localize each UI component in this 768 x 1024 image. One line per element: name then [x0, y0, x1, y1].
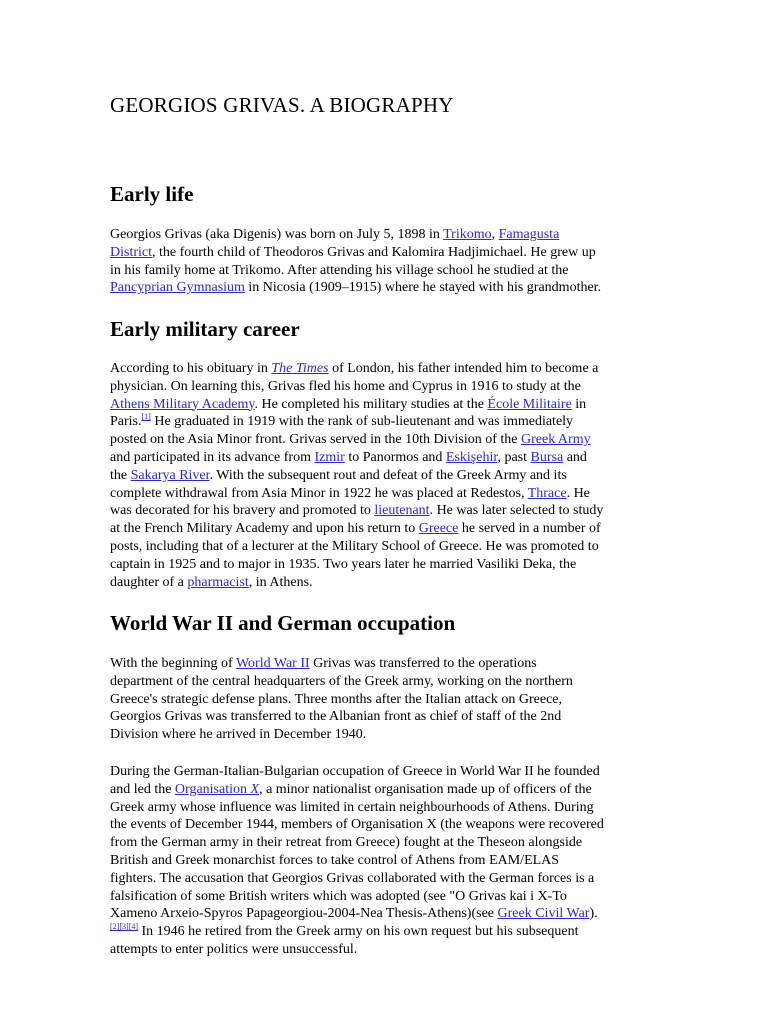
paragraph-ww2-1: With the beginning of World War II Grivas was transferred to the operations department of the central headquarters of the Greek army, working on the northern Greece's strategic defense plans. Three months after the Italian attack on Greece, Georgios Grivas was transferred to the Albanian front as chief of staff of the 2nd Division where he arrived in December 1940. [110, 656, 573, 743]
link-sakarya-river[interactable]: Sakarya River [130, 467, 210, 483]
link-eskisehir[interactable]: Eskişehir [445, 449, 498, 465]
link-athens-military-academy[interactable]: Athens Military Academy [110, 396, 255, 412]
paragraph-military-career: According to his obituary in The Times of London, his father intended him to become a physician. On learning this, Grivas fled his home and Cyprus in 1916 to study at the Athens Military Academy. He completed his military studies at the École Militaire in Paris.[1] He graduated in 1919 with the rank of sub-lieutenant and was immediately posted on the Asia Minor front. Grivas served in the 10th Division of the Greek Army and participated in its advance from Izmir to Panormos and Eskişehir, past Bursa and the Sakarya River. With the subsequent rout and defeat of the Greek Army and its complete withdrawal from Asia Minor in 1922 he was placed at Redestos, Thrace. He was decorated for his bravery and promoted to lieutenant. He was later selected to study at the French Military Academy and upon his return to Greece he served in a number of posts, including that of a lecturer at the Military School of Greece. He was promoted to captain in 1925 and to major in 1935. Two years later he married Vasiliki Deka, the daughter of a pharmacist, in Athens. [110, 361, 604, 590]
heading-early-life: Early life [110, 182, 194, 206]
link-pharmacist[interactable]: pharmacist [187, 574, 249, 590]
link-izmir[interactable]: Izmir [314, 449, 345, 465]
link-bursa[interactable]: Bursa [530, 449, 564, 465]
link-thrace[interactable]: Thrace [527, 485, 567, 501]
reference-1[interactable]: [1] [141, 412, 151, 422]
link-greek-army[interactable]: Greek Army [521, 432, 591, 448]
paragraph-ww2-2: During the German-Italian-Bulgarian occupation of Greece in World War II he founded and led the Organisation X, a minor nationalist organisation made up of officers of the Greek army whose influence was limited in certain neighbourhoods of Athens. During the events of December 1944, members of Organisation X (the weapons were recovered from the German army in their retreat from Greece) fought at the Theseon alongside British and Greek monarchist forces to take control of Athens from EAM/ELAS fighters. The accusation that Georgios Grivas collaborated with the German forces is a falsification of some British writers which was adopted (see "O Grivas kai i X-To Xameno Arxeio-Spyros Papageorgiou-2004-Nea Thesis-Athens)(see Greek Civil War). [2][3][4] In 1946 he retired from the Greek army on his own request but his subsequent attempts to enter politics were unsuccessful. [110, 764, 604, 957]
references-2-3-4[interactable]: [2][3][4] [110, 922, 138, 932]
link-famagusta-district-part2[interactable]: District [110, 244, 152, 260]
link-famagusta-district-part1[interactable]: Famagusta [498, 227, 560, 242]
document-title: GEORGIOS GRIVAS. A BIOGRAPHY [110, 93, 454, 117]
link-lieutenant[interactable]: lieutenant [374, 503, 430, 519]
link-pancyprian-gymnasium[interactable]: Pancyprian Gymnasium [110, 280, 245, 296]
link-world-war-ii[interactable]: World War II [235, 656, 310, 671]
paragraph-early-life: Georgios Grivas (aka Digenis) was born on July 5, 1898 in Trikomo, Famagusta District, the fourth child of Theodoros Grivas and Kalomira Hadjimichael. He grew up in his family home at Trikomo. After attending his village school he studied at the Pancyprian Gymnasium in Nicosia (1909–1915) where he stayed with his grandmother. [110, 227, 602, 296]
link-greek-civil-war[interactable]: Greek Civil War [497, 906, 590, 922]
heading-world-war-ii: World War II and German occupation [110, 611, 456, 635]
link-ecole-militaire[interactable]: École Militaire [487, 396, 572, 412]
link-organisation-x[interactable]: Organisation X [174, 781, 260, 797]
link-the-times[interactable]: The Times [271, 361, 329, 376]
link-greece[interactable]: Greece [418, 521, 459, 537]
heading-early-military-career: Early military career [110, 317, 300, 341]
link-trikomo[interactable]: Trikomo [443, 227, 492, 242]
